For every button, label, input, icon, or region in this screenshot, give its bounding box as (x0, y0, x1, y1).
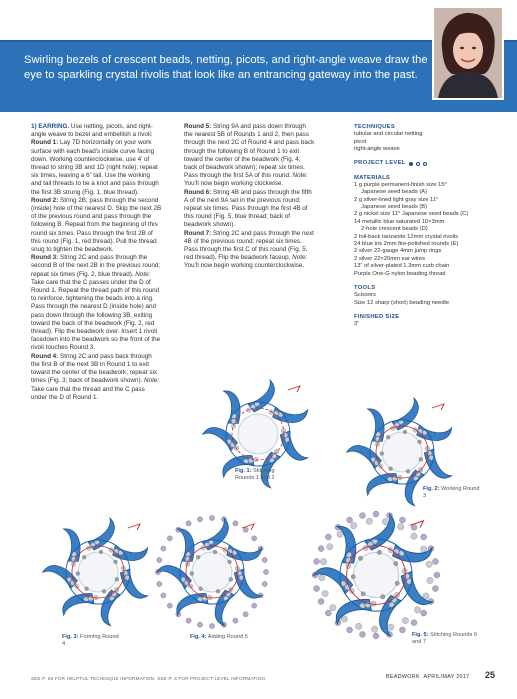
round-4 (31, 353, 162, 402)
issue-date: APRIL/MAY 2017 (423, 674, 470, 680)
earring-intro (31, 123, 162, 139)
note-text: You’ll now begin working counterclockwise. (184, 262, 305, 270)
figure-label: Fig. 4: (190, 634, 207, 640)
tool-item: Size 12 sharp (short) beading needle (354, 299, 450, 306)
material-item: 2 g nickel size 11° Japanese seed beads (C) (354, 211, 469, 218)
technique-item: right-angle weave (354, 146, 400, 153)
figure-3-diagram (36, 510, 160, 634)
tool-item: Scissors (354, 292, 376, 299)
techniques-section (354, 123, 494, 153)
round-2 (31, 197, 162, 254)
round-5 (184, 123, 315, 189)
note-text: You’ll now begin working clockwise. (184, 180, 284, 188)
project-level-row (354, 159, 494, 167)
figure-caption-text: Stitching Rounds 6 and 7 (412, 632, 477, 645)
finished-size-value: 3” (354, 321, 360, 328)
section-heading: TOOLS (354, 285, 376, 292)
figure-4-caption (190, 634, 250, 641)
round-7 (184, 230, 315, 271)
level-dot-icon (409, 162, 413, 166)
round-text: String 2C and pass back through the first B of the next 3B in Round 1 to exit toward the center of the beadwork; repeat six times (Fig. 3; back of beadwork shown). (31, 352, 158, 385)
round-label: Round 4: (31, 352, 59, 360)
figure-5-caption (412, 632, 478, 646)
material-item: Purple One-G nylon beading thread (354, 270, 446, 277)
round-label: Round 5: (184, 123, 212, 130)
technique-item: tubular and circular netting (354, 131, 423, 138)
round-1 (31, 139, 162, 196)
round-label: Round 6: (184, 188, 212, 196)
note-label: Note: (292, 254, 308, 262)
round-text: String 2C and pass through the second B of the next 2B in the previous round; repeat six times (Fig. 2, blue thread). (31, 254, 161, 278)
figure-label: Fig. 1: (235, 468, 252, 474)
figure-label: Fig. 2: (423, 486, 440, 492)
material-item: 1 g purple permanent-finish size 15° (354, 181, 447, 188)
round-label: Round 2: (31, 196, 59, 204)
round-text: String 2B; pass through the second (inside) hole of the nearest D. Skip the next 2B of the previous round and pass through the following B. Repeat from the beginning of this round six times. Pass through the first 2B of this round (Fig. 1, red thread). Pull the thread snug to tighten the beadwork. (31, 196, 162, 254)
materials-section (354, 174, 494, 278)
material-item-continued: Japanese seed beads (B) (361, 204, 428, 211)
step-label: 1) EARRING. (31, 123, 70, 130)
figure-caption-text: Adding Round 5 (206, 634, 248, 640)
finished-size-section (354, 313, 494, 329)
round-label: Round 7: (184, 229, 212, 237)
note-label: Note: (135, 270, 151, 278)
instructions-column-2 (184, 123, 315, 271)
project-level-section (354, 159, 494, 167)
material-item: 24 blue iris 2mm fire-polished rounds (E) (354, 241, 459, 248)
round-text: String 4B and pass through the fifth A of the next 9A set in the previous round; repeat six times. Pass through the first 4B of this round (Fig. 5, blue thread; back of beadwork shown). (184, 188, 312, 229)
figure-label: Fig. 5: (412, 632, 429, 638)
material-item-continued: Japanese seed beads (A) (361, 189, 428, 196)
step-text: Use netting, picots, and right-angle weave to bezel and embellish a rivoli: (31, 123, 153, 139)
material-item: 2 silver 22×20mm ear wires (354, 255, 426, 262)
materials-list (354, 182, 494, 278)
figure-2-caption (423, 486, 483, 500)
round-6 (184, 189, 315, 230)
round-text: String 2C and pass through the next 4B of the previous round; repeat six times. Pass through the first C of this round (Fig. 5, red thread). Flip the beadwork faceup. (184, 229, 314, 262)
technique-item: picot (354, 138, 367, 145)
figure-5-diagram (306, 505, 446, 645)
material-item: 2 silver 22-gauge 4mm jump rings (354, 248, 442, 255)
note-text: Take care that the thread and the C pass under the D of Round 1. (31, 385, 145, 401)
figure-caption-text: Working Round 3 (423, 486, 480, 499)
material-item: 2 foil-back tanzanite 12mm crystal rivolis (354, 233, 459, 240)
material-item: 2 g silver-lined light gray size 11° (354, 196, 439, 203)
footer-note: SEE P. 85 FOR HELPFUL TECHNIQUE INFORMATION. SEE P. 3 FOR PROJECT-LEVEL INFORMATION. (31, 676, 267, 681)
project-sidebar (354, 123, 494, 335)
figure-1-caption (235, 468, 295, 482)
note-label: Note: (144, 377, 160, 385)
section-heading: FINISHED SIZE (354, 314, 400, 321)
material-item: 14 metallic blue saturated 10×3mm (354, 218, 445, 225)
footer-issue (386, 674, 469, 680)
figure-caption-text: Forming Round 4 (62, 634, 119, 647)
round-3 (31, 254, 162, 352)
level-dot-icon (423, 162, 427, 166)
round-label: Round 1: (31, 139, 59, 147)
intro-text: Swirling bezels of crescent beads, netting, picots, and right-angle weave draw the eye to sparkling crystal rivolis that look like an entrancing gateway into the past. (24, 54, 428, 81)
note-label: Note: (292, 172, 308, 180)
section-heading: MATERIALS (354, 174, 391, 181)
note-text: Take care that the C passes under the D of Round 1. Repeat the thread path of this round to reinforce, tightening the beads into a ring. Pass through the nearest D (inside hole) and pass down through the following 3B, exiting toward the back of the beadwork (Fig. 2, red thread). Flip the beadwork over. Insert 1 rivoli facedown into the beadwork so the front of the rivoli touches Round 3. (31, 278, 161, 352)
figure-caption-text: Stitching Rounds 1 and 2 (235, 468, 275, 481)
round-text: Lay 7D horizontally on your work surface with each bead’s inside curve facing down. Working counterclockwise, use 4’ of thread to string 3B and 1D (right hole); repeat six times, leaving a 6” tail. Use the working and tail threads to tie a knot and pass through the first 3B strung (Fig. 1, blue thread). (31, 139, 159, 196)
figure-4-diagram (150, 510, 274, 634)
material-item: 13” of silver-plated 1.3mm curb chain (354, 263, 450, 270)
figure-label: Fig. 3: (62, 634, 79, 640)
section-heading: PROJECT LEVEL (354, 160, 406, 167)
figure-3-caption (62, 634, 122, 648)
round-text: String 9A and pass down through the nearest 5B of Rounds 1 and 2, then pass through the next 2C of Round 4 and pass back through the following B of Round 1 to exit toward the center of the beadwork (Fig. 4; back of beadwork shown); repeat six times. Pass through the first 5A of this round. (184, 123, 315, 180)
page-number: 25 (485, 670, 496, 680)
material-item-continued: 2-hole crescent beads (D) (361, 226, 428, 233)
magazine-name: BEADWORK (386, 674, 420, 680)
instructions-column-1 (31, 123, 162, 402)
author-photo (432, 6, 504, 100)
tools-section (354, 284, 494, 307)
level-dot-icon (416, 162, 420, 166)
round-label: Round 3: (31, 254, 59, 262)
section-heading: TECHNIQUES (354, 124, 396, 130)
